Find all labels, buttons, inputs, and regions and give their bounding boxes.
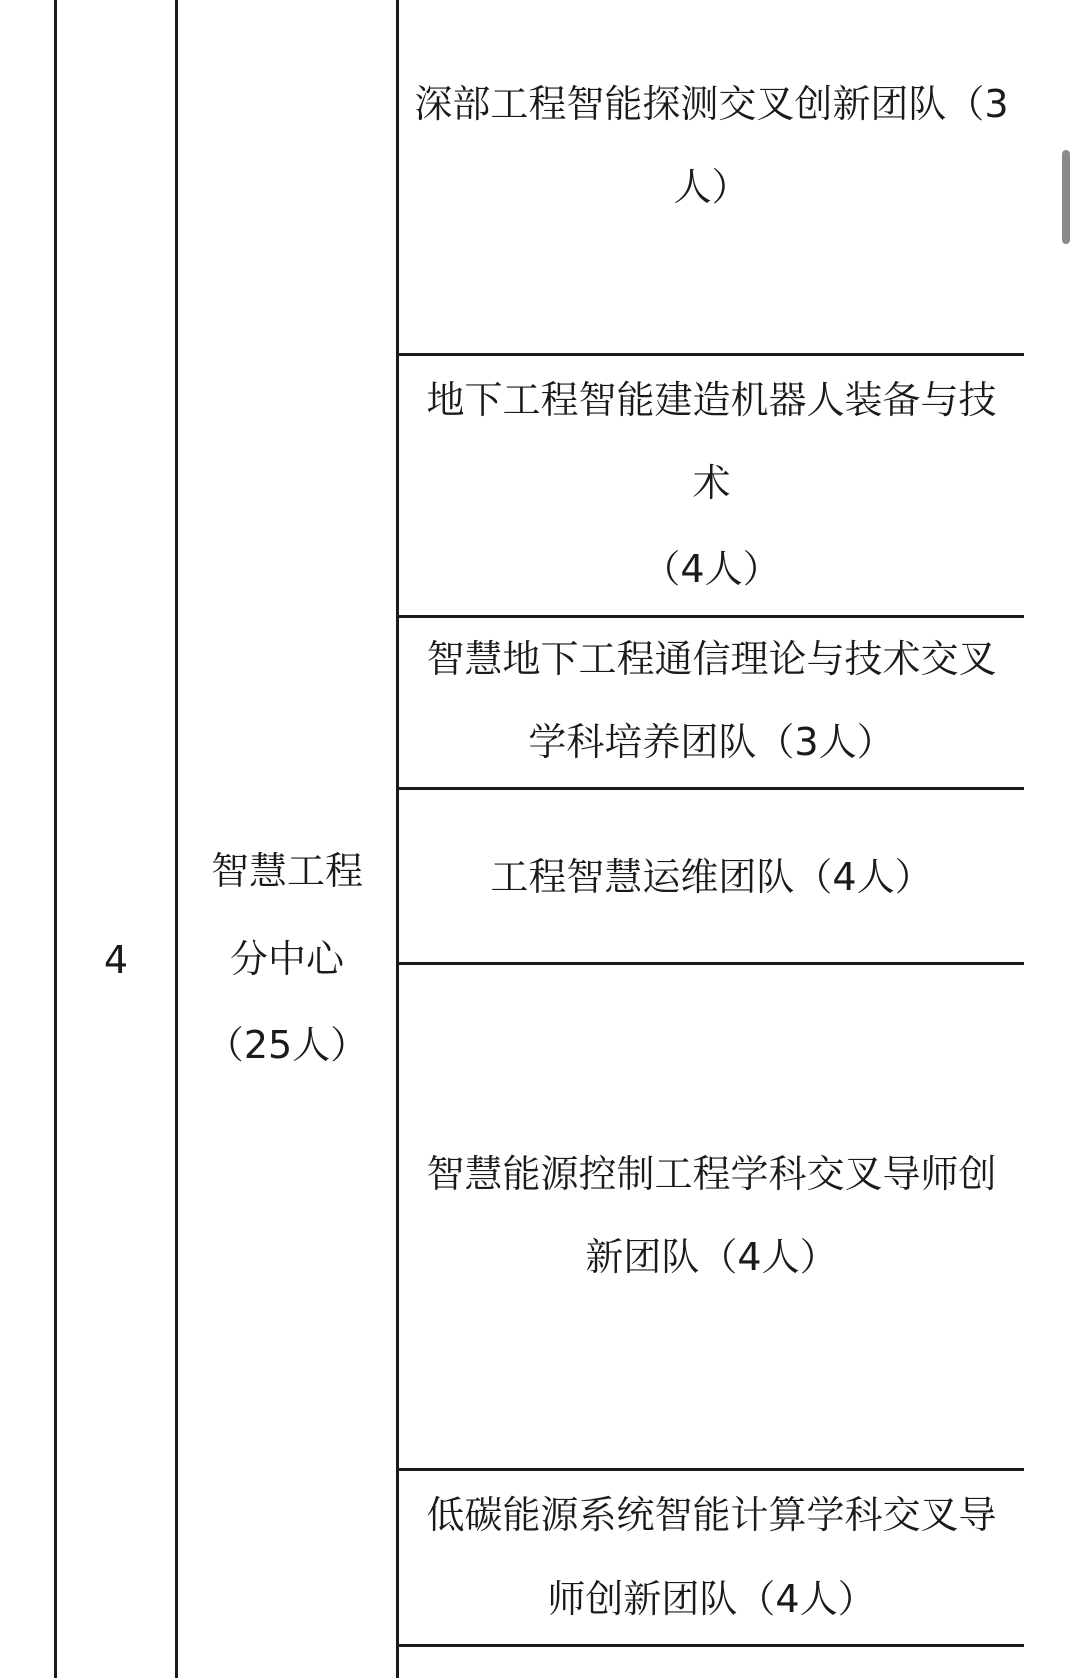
center-member-count: （25人） bbox=[205, 1023, 369, 1067]
team-cell bbox=[399, 356, 1024, 615]
team-cell bbox=[399, 618, 1024, 787]
team-cell bbox=[399, 1471, 1024, 1644]
team-name-line: 师创新团队（4人） bbox=[547, 1577, 876, 1621]
row-number-cell bbox=[57, 0, 175, 1678]
team-name-line: 低碳能源系统智能计算学科交叉导 bbox=[426, 1493, 997, 1537]
team-cell bbox=[399, 790, 1024, 962]
team-name-line: 智慧地下工程通信理论与技术交叉 bbox=[426, 637, 997, 681]
team-name-line: 智慧能源控制工程学科交叉导师创 bbox=[426, 1152, 997, 1196]
row-number: 4 bbox=[103, 938, 129, 982]
center-name-cell bbox=[178, 0, 396, 1678]
team-cell bbox=[399, 0, 1024, 353]
team-name-line: （4人） bbox=[642, 547, 781, 591]
team-cell bbox=[399, 965, 1024, 1468]
team-name-line: 新团队（4人） bbox=[585, 1235, 838, 1279]
team-name-line: 工程智慧运维团队（4人） bbox=[490, 855, 933, 899]
team-name-line: 学科培养团队（3人） bbox=[528, 720, 895, 764]
team-name-line: 地下工程智能建造机器人装备与技 bbox=[426, 378, 997, 422]
scrollbar-thumb[interactable] bbox=[1062, 150, 1070, 244]
row-divider bbox=[396, 1644, 1024, 1647]
center-name-line: 分中心 bbox=[229, 937, 344, 981]
team-name-line: 术 bbox=[692, 461, 731, 505]
team-name-line: 深部工程智能探测交叉创新团队（3 bbox=[414, 82, 1009, 126]
center-name-line: 智慧工程 bbox=[210, 849, 363, 893]
team-name-line: 人） bbox=[673, 165, 750, 209]
